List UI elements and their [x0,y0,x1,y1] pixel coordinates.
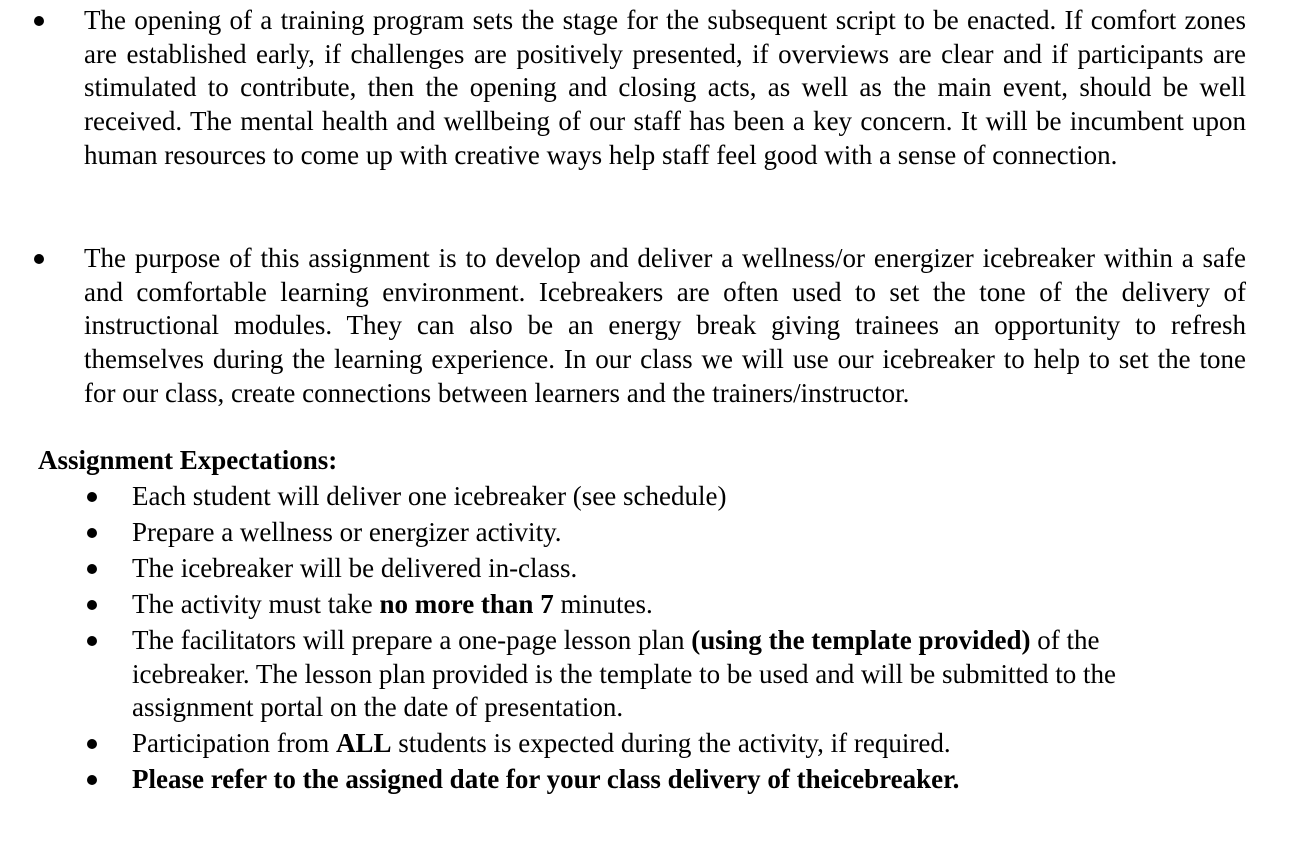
list-item [0,624,1212,725]
list-item-text: Each student will deliver one icebreaker (see schedule) [132,481,727,511]
section-heading: Assignment Expectations: [38,445,338,475]
bullet-icon [87,739,97,749]
list-item-text: Prepare a wellness or energizer activity. [132,517,562,547]
bullet-icon [87,564,97,574]
bullet-icon [34,254,44,264]
bullet-icon [87,492,97,502]
bullet-icon [87,775,97,785]
list-item-text: The activity must take [132,589,380,619]
bullet-icon [87,600,97,610]
list-item-emphasis: Please refer to the assigned date for your class delivery of theicebreaker. [132,764,960,795]
list-item-text: students is expected during the activity, if required. [391,728,951,759]
list-item-emphasis: no more than 7 [379,589,554,619]
bullet-icon [87,528,97,538]
list-item [0,516,1212,550]
intro-paragraph: The purpose of this assignment is to develop and deliver a wellness/or energizer icebreaker within a safe and comfortable learning environment. Icebreakers are often used to set the tone of the delivery of instructional modules. They can also be an energy break giving trainees an opportunity to refresh themselves during the learning experience. In our class we will use our icebreaker to help to set the tone for our class, create connections between learners and the trainers/instructor. [84,243,1246,408]
bullet-icon [34,16,44,26]
list-item-text: The facilitators will prepare a one-page lesson plan [132,625,692,655]
intro-paragraph: The opening of a training program sets the stage for the subsequent script to be enacted. If comfort zones are established early, if challenges are positively presented, if overviews are clear and if participants are stimulated to contribute, then the opening and closing acts, as well as the main event, should be well received. The mental health and wellbeing of our staff has been a key concern. It will be incumbent upon human resources to come up with creative ways help staff feel good with a sense of connection. [84,5,1246,170]
list-item [0,763,1212,797]
list-item [0,727,1212,761]
list-item-text: minutes. [553,589,653,619]
list-item-emphasis: (using the template provided) [691,625,1031,655]
list-item-text: of the icebreaker. The lesson plan provided is the template to be used and will be submitted to the assignment portal on the date of presentation. [132,625,1116,723]
list-item [0,588,1212,622]
list-item-text: The icebreaker will be delivered in-class. [132,553,578,583]
list-item-text: Participation from [132,728,336,759]
expectations-list [0,480,1304,799]
list-item [0,480,1212,514]
bullet-icon [87,636,97,646]
list-item-emphasis: ALL [335,728,392,759]
list-item [0,552,1212,586]
